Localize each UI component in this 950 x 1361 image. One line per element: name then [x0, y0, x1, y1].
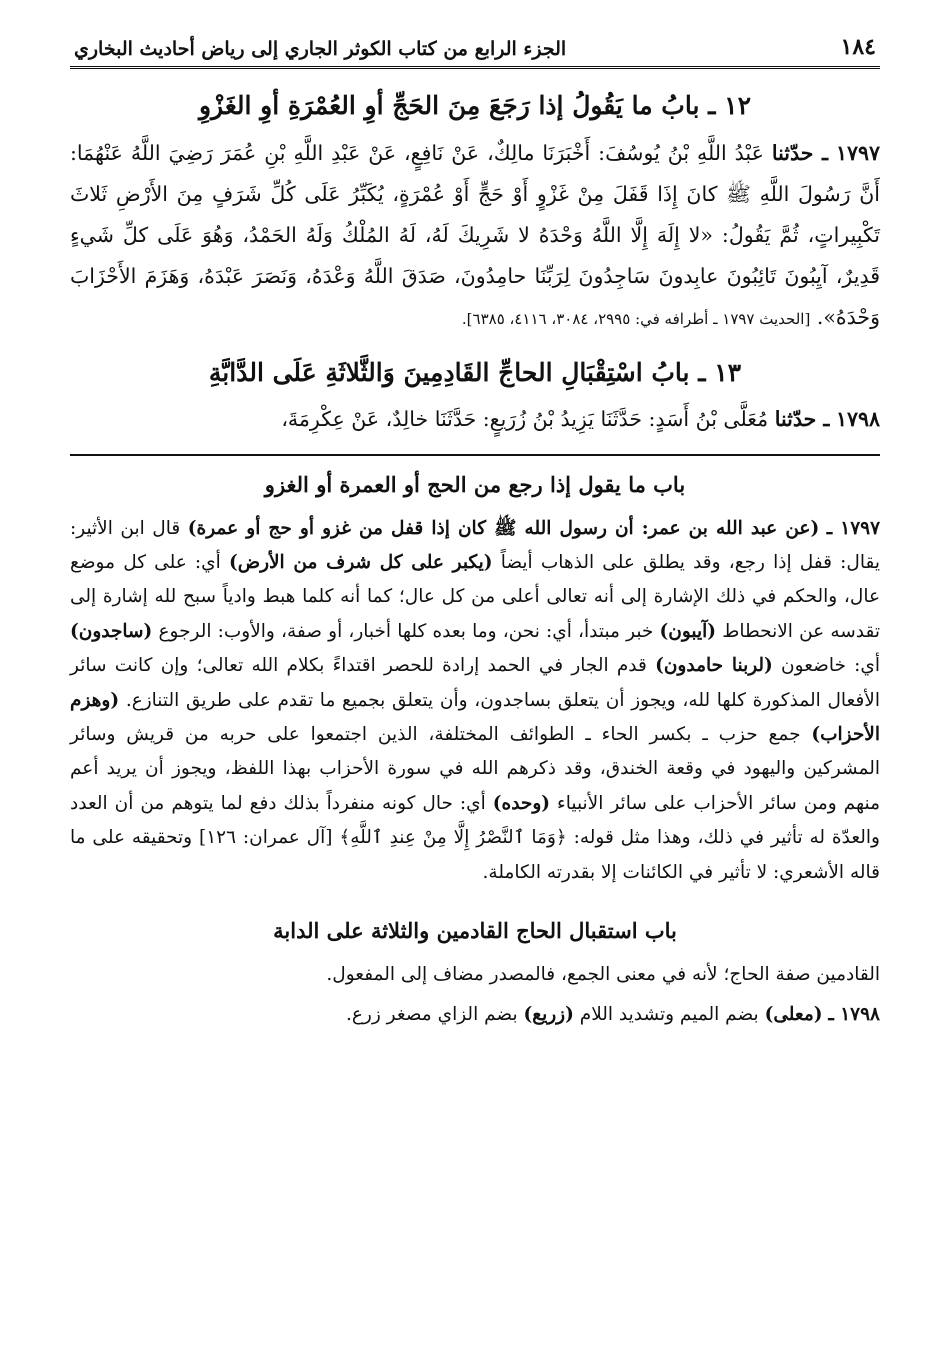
chapter-12-heading: ١٢ ـ بابُ ما يَقُولُ إذا رَجَعَ مِنَ الحَجِّ أوِ العُمْرَةِ أوِ الغَزْوِ [198, 91, 752, 120]
commentary-1797-text-3: خبر مبتدأ، أي: نحن، وما بعده كلها أخبار، أو صفة، والأوب: الرجوع [158, 620, 654, 642]
commentary-1797-quote-3: (آيبون) [659, 620, 717, 642]
commentary-1797-text-7: أي: حال كونه منفرداً بذلك دفع لما يتوهم من أن العدد والعدّة له تأثير في ذلك، وهذا مثل قوله: [70, 792, 880, 849]
book-page [70, 34, 880, 1038]
running-title: الجزء الرابع من كتاب الكوثر الجاري إلى رياض أحاديث البخاري [74, 38, 567, 60]
commentary-1797 [70, 512, 880, 890]
commentary-1797-quote-1: (عن عبد الله بن عمر: أن رسول الله ﷺ كان إذا قفل من غزو أو حج أو عمرة) [187, 517, 820, 539]
hadith-1797-reference: [الحديث ١٧٩٧ ـ أطرافه في: ٢٩٩٥، ٣٠٨٤، ٤١١٦، ٦٣٨٥]. [461, 309, 811, 328]
commentary-1797-text-2: أي: على كل موضع عال، والحكم في ذلك الإشارة إلى أنه تعالى أعلى من كل عال؛ كما أنه كلما هبط وادياً سبح لله إشارة إلى تقدسه عن الانحطاط [70, 552, 880, 642]
commentary-1797-text-1: قال ابن الأثير: يقال: قفل إذا رجع، وقد يطلق على الذهاب أيضاً [70, 517, 880, 573]
hadith-1798-text: مُعَلَّى بْنُ أَسَدٍ: حَدَّثَنَا يَزِيدُ بْنُ زُرَيعٍ: حَدَّثَنَا خالِدٌ، عَنْ عِكْرِمَةَ، [281, 407, 769, 431]
commentary-1797-quote-4: (ساجدون) [70, 620, 153, 642]
commentary-1798-quote-2: (زريع) [523, 1004, 574, 1026]
commentary-1797-quote-6: (وهزم الأحزاب) [70, 689, 880, 746]
commentary-1797-quote-7: (وحده) [492, 792, 551, 814]
commentary-13-heading: باب استقبال الحاج القادمين والثلاثة على الدابة [273, 918, 677, 944]
quran-quote: ﴿وَمَا ٱلنَّصْرُ إِلَّا مِنْ عِندِ ٱللَّهِ﴾ [339, 827, 567, 849]
commentary-1797-number: ١٧٩٧ ـ [826, 517, 881, 539]
hadith-1797-text: عَبْدُ اللَّهِ بْنُ يُوسُفَ: أَخْبَرَنَا مالِكٌ، عَنْ نَافِعٍ، عَنْ عَبْدِ اللَّهِ بْنِ عُمَرَ رَضِيَ اللَّهُ عَنْهُمَا: أَنَّ رَسُولَ اللَّهِ ﷺ كانَ إِذَا قَفَلَ مِنْ غَزْوٍ أَوْ حَجٍّ أَوْ عُمْرَةٍ، يُكَبِّرُ عَلَى كُلِّ شَرَفٍ مِنَ الأَرْضِ ثَلاثَ تَكْبِيراتٍ، ثُمَّ يَقُولُ: «لا إِلَهَ إِلَّا اللَّهُ وَحْدَهُ لا شَرِيكَ لَهُ، لَهُ المُلْكُ وَلَهُ الحَمْدُ، وَهُوَ عَلَى كلِّ شَيءٍ قَدِيرٌ، آيِبُونَ تَائِبُونَ عابِدونَ سَاجِدُونَ لِرَبِّنَا حامِدُونَ، صَدَقَ اللَّهُ وَعْدَهُ، وَنَصَرَ عَبْدَهُ، وَهَزَمَ الأَحْزَابَ وَحْدَهُ». [70, 140, 880, 329]
quran-reference: [آل عمران: ١٢٦] [199, 827, 333, 849]
commentary-divider [70, 454, 880, 456]
hadith-1798-lead: ـ حدّثنا [774, 407, 830, 431]
commentary-1798-number: ١٧٩٨ ـ [828, 1004, 880, 1026]
page-number: ١٨٤ [840, 34, 876, 60]
commentary-1798-text-1: بضم الميم وتشديد اللام [579, 1004, 759, 1026]
hadith-1797 [70, 133, 880, 338]
hadith-1798-number: ١٧٩٨ [835, 407, 880, 431]
hadith-1797-lead: ـ حدّثنا [771, 140, 828, 165]
commentary-12-heading: باب ما يقول إذا رجع من الحج أو العمرة أو الغزو [264, 472, 686, 497]
commentary-1798-text-2: بضم الزاي مصغر زرع. [345, 1004, 518, 1026]
chapter-13-heading: ١٣ ـ بابُ اسْتِقْبَالِ الحاجِّ القَادِمِينَ وَالثَّلاثَةِ عَلَى الدَّابَّةِ [208, 357, 742, 387]
commentary-1798-quote-1: (معلى) [764, 1004, 823, 1026]
commentary-1798 [70, 998, 880, 1032]
hadith-1797-number: ١٧٩٧ [835, 140, 880, 165]
running-header [70, 34, 880, 69]
commentary-1797-text-8: وتحقيقه على ما قاله الأشعري: لا تأثير في الكائنات إلا بقدرته الكاملة. [70, 827, 880, 883]
commentary-13-intro: القادمين صفة الحاج؛ لأنه في معنى الجمع، فالمصدر مضاف إلى المفعول. [326, 963, 880, 985]
commentary-1797-quote-5: (لربنا حامدون) [655, 655, 773, 677]
commentary-1797-text-4: أي: خاضعون [781, 655, 880, 677]
commentary-1797-text-5: قدم الجار في الحمد إرادة للحصر اقتداءً بكلام الله تعالى؛ وإن كانت سائر الأفعال المذكورة كلها لله، ويجوز أن يتعلق بساجدون، وأن يتعلق بجميع ما تقدم على طريق التنازع. [70, 655, 880, 711]
commentary-1797-quote-2: (يكبر على كل شرف من الأرض) [228, 552, 493, 573]
commentary-1797-text-6: جمع حزب ـ بكسر الحاء ـ الطوائف المختلفة، الذين اجتمعوا على حربه من قريش وسائر المشركين واليهود في وقعة الخندق، وقد ذكرهم الله في سورة الأحزاب بهذا اللفظ، ويجوز أن يريد أعم منهم ومن سائر الأحزاب على سائر الأنبياء [70, 724, 880, 814]
hadith-1798 [70, 399, 880, 440]
